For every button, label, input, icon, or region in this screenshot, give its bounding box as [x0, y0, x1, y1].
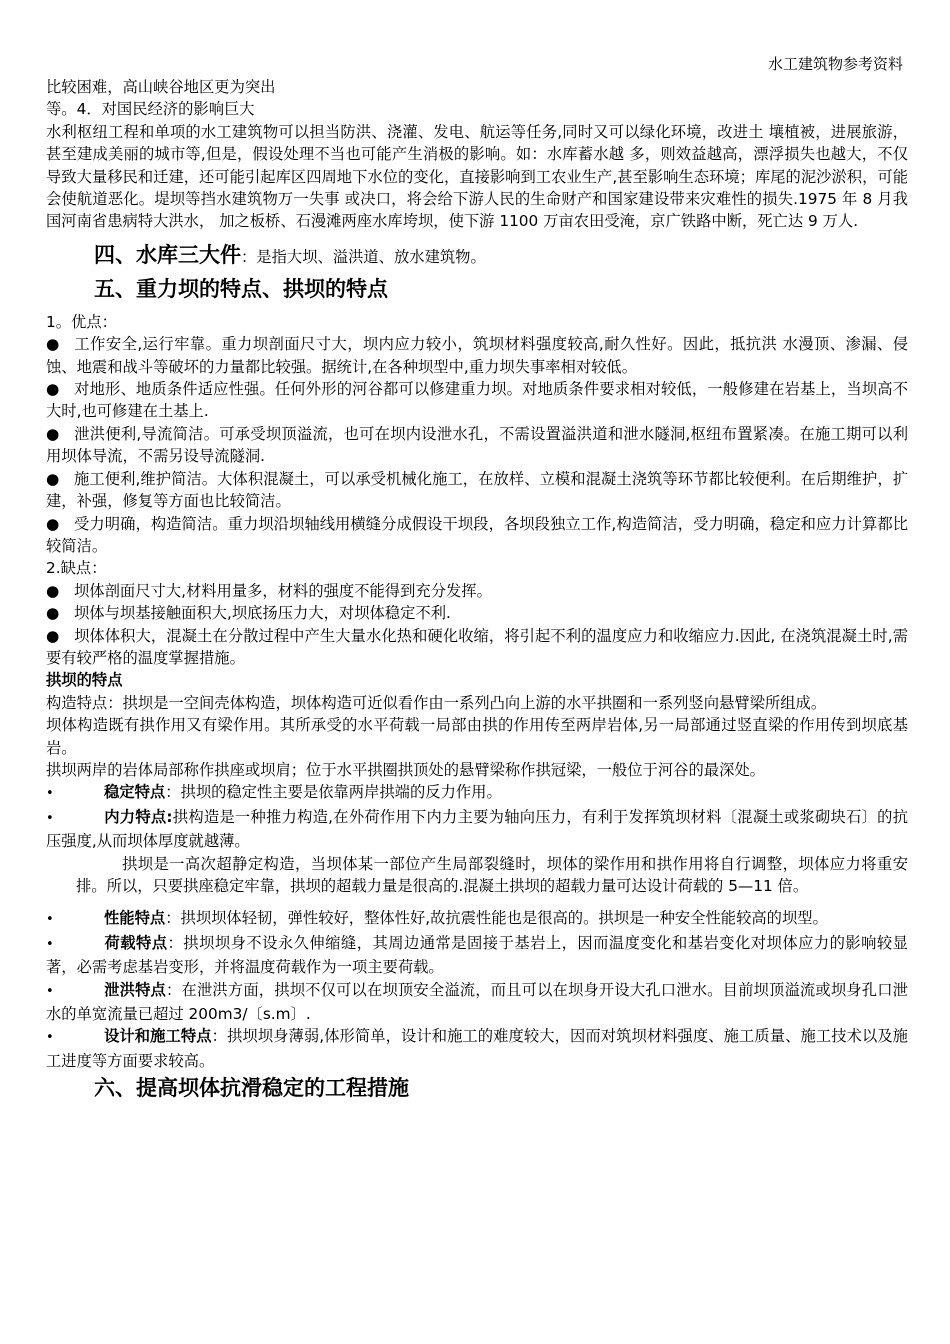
disadvantage-item: [46, 580, 908, 602]
document-body: [46, 76, 908, 1104]
arch-note: 拱坝是一高次超静定构造，当坝体某一部位产生局部裂缝时，坝体的梁作用和拱作用将自行调整，坝体应力将重安排。所以，只要拱座稳定牢靠，拱坝的超载力量是很高的.混凝土拱坝的超载力量可达设计荷载的 5—11 倍。: [76, 854, 908, 895]
feature-text: 拱坝坝身薄弱,体形简单，设计和施工的难度较大，因而对筑坝材料强度、施工质量、施工技术以及施工进度等方面要求较高。: [46, 1027, 908, 1070]
feature-text: 拱坝的稳定性主要是依靠两岸拱端的反力作用。: [180, 783, 502, 802]
feature-separator: ：: [167, 933, 184, 952]
section-6-heading: 六、提高坝体抗滑稳定的工程措施: [94, 1076, 409, 1101]
dot-icon: •: [46, 786, 54, 802]
arch-feature-item: [46, 1025, 908, 1072]
feature-label: 内力特点:: [104, 807, 173, 826]
feature-text: ：在泄洪方面，拱坝不仅可以在坝顶安全溢流，而且可以在坝身开设大孔口泄水。目前坝顶溢流或坝身孔口泄水的单宽流量已超过 200m3/〔s.m〕.: [46, 980, 908, 1024]
arch-feature-item: [46, 907, 908, 931]
disadvantage-text: 坝体剖面尺寸大,材料用量多，材料的强度不能得到充分发挥。: [74, 581, 492, 600]
advantages-heading: 1。优点：: [46, 312, 117, 331]
bullet-icon: ●: [46, 626, 60, 645]
feature-label: 泄洪特点: [104, 980, 167, 999]
section-4-description: ：是指大坝、溢洪道、放水建筑物。: [241, 247, 486, 266]
arch-paragraph: 构造特点：拱坝是一空间壳体构造，坝体构造可近似看作由一系列凸向上游的水平拱圈和一系列竖向悬臂梁所组成。: [46, 693, 827, 712]
section-4-heading: [46, 239, 908, 273]
arch-paragraph: 坝体构造既有拱作用又有梁作用。其所承受的水平荷载一局部由拱的作用传至两岸岩体,另一局部通过竖直梁的作用传到坝底基岩。: [46, 716, 908, 757]
arch-paragraph: 拱坝两岸的岩体局部称作拱座或坝肩；位于水平拱圈拱顶处的悬臂梁称作拱冠梁，一般位于河谷的最深处。: [46, 760, 765, 779]
arch-feature-item: [46, 979, 908, 1026]
feature-label: 设计和施工特点: [104, 1027, 212, 1046]
disadvantage-text: 坝体与坝基接触面积大,坝底扬压力大，对坝体稳定不利.: [74, 604, 451, 623]
advantage-text: 对地形、地质条件适应性强。任何外形的河谷都可以修建重力坝。对地质条件要求相对较低，一般修建在岩基上，当坝高不大时,也可修建在土基上.: [46, 380, 908, 421]
disadvantages-heading: 2.缺点：: [46, 559, 107, 578]
bullet-icon: ●: [46, 514, 60, 533]
intro-line-2: 等。4．对国民经济的影响巨大: [46, 100, 255, 119]
arch-dam-heading: 拱坝的特点: [46, 671, 123, 690]
feature-label: 荷载特点: [104, 933, 168, 952]
dot-icon: •: [46, 936, 54, 952]
bullet-icon: ●: [46, 581, 60, 600]
advantage-text: 工作安全,运行牢靠。重力坝剖面尺寸大，坝内应力较小，筑坝材料强度较高,耐久性好。因此，抵抗洪 水漫顶、渗漏、侵蚀、地震和战斗等破坏的力量都比较强。据统计,在各种坝型中,重力坝失事率相对较低。: [46, 335, 908, 376]
feature-separator: ：: [211, 1027, 228, 1046]
dot-icon: •: [46, 912, 54, 928]
advantage-item: [46, 423, 908, 468]
feature-separator: ：: [165, 783, 181, 802]
dot-icon: •: [46, 983, 54, 999]
feature-text: 拱坝坝体轻韧，弹性较好，整体性好,故抗震性能也是很高的。拱坝是一种安全性能较高的坝型。: [180, 909, 828, 928]
advantage-text: 受力明确，构造简洁。重力坝沿坝轴线用横缝分成假设干坝段，各坝段独立工作,构造简洁，受力明确，稳定和应力计算都比较简洁。: [46, 514, 908, 555]
advantage-text: 施工便利,维护简洁。大体积混凝土，可以承受机械化施工，在放样、立模和混凝土浇筑等环节都比较便利。在后期维护，扩建，补强，修复等方面也比较简洁。: [46, 469, 908, 511]
disadvantage-item: [46, 625, 908, 670]
feature-separator: ：: [165, 909, 181, 928]
dot-icon: •: [46, 1030, 54, 1046]
advantage-item: [46, 333, 908, 378]
arch-feature-item: [46, 806, 908, 853]
intro-paragraph: 水利枢纽工程和单项的水工建筑物可以担当防洪、浇灌、发电、航运等任务,同时又可以绿化环境，改进土 壤植被，进展旅游，甚至建成美丽的城市等,但是，假设处理不当也可能产生消极的影响。如：水库蓄水越 多，则效益越高，漂浮损失也越大，不仅导致大量移民和迁建，还可能引起库区四周地下水位的变化，直接影响到工农业生产,甚至影响生态环境；库尾的泥沙淤积，可能会使航道恶化。堤坝等挡水建筑物万一失事 或决口，将会给下游人民的生命财产和国家建设带来灾难性的损失.1975 年 8 月我国河南省患病特大洪水， 加之板桥、石漫滩两座水库垮坝，使下游 1100 万亩农田受淹，京广铁路中断，死亡达 9 万人.: [46, 122, 908, 231]
page-header: 水工建筑物参考资料: [767, 55, 903, 73]
advantage-item: [46, 513, 908, 558]
advantage-item: [46, 378, 908, 423]
arch-feature-item: [46, 932, 908, 979]
bullet-icon: ●: [46, 380, 60, 399]
advantage-item: [46, 468, 908, 513]
feature-label: 性能特点: [104, 909, 166, 928]
advantage-text: 泄洪便利,导流简洁。可承受坝顶溢流，也可在坝内设泄水孔，不需设置溢洪道和泄水隧洞,枢纽布置紧凑。在施工期可以利用坝体导流，不需另设导流隧洞.: [46, 424, 908, 466]
section-5-heading: 五、重力坝的特点、拱坝的特点: [94, 276, 388, 301]
bullet-icon: ●: [46, 335, 60, 354]
feature-label: 稳定特点: [104, 783, 166, 802]
bullet-icon: ●: [46, 469, 60, 488]
bullet-icon: ●: [46, 424, 60, 443]
intro-line-1: 比较困难，高山峡谷地区更为突出: [46, 78, 276, 96]
disadvantage-text: 坝体体积大，混凝土在分散过程中产生大量水化热和硬化收缩，将引起不利的温度应力和收缩应力.因此, 在浇筑混凝土时,需要有较严格的温度掌握措施。: [46, 626, 908, 667]
bullet-icon: ●: [46, 604, 60, 623]
arch-feature-item: [46, 781, 908, 805]
feature-text: 拱坝坝身不设永久伸缩缝，其周边通常是固接于基岩上，因而温度变化和基岩变化对坝体应力的影响较显著，必需考虑基岩变形，并将温度荷载作为一项主要荷载。: [46, 933, 908, 977]
dot-icon: •: [46, 810, 54, 826]
section-4-title: 四、水库三大件: [94, 242, 241, 267]
feature-text: 拱构造是一种推力构造,在外荷作用下内力主要为轴向压力，有利于发挥筑坝材料〔混凝土或浆砌块石〕的抗压强度,从而坝体厚度就越薄。: [46, 807, 908, 851]
disadvantage-item: [46, 602, 908, 624]
